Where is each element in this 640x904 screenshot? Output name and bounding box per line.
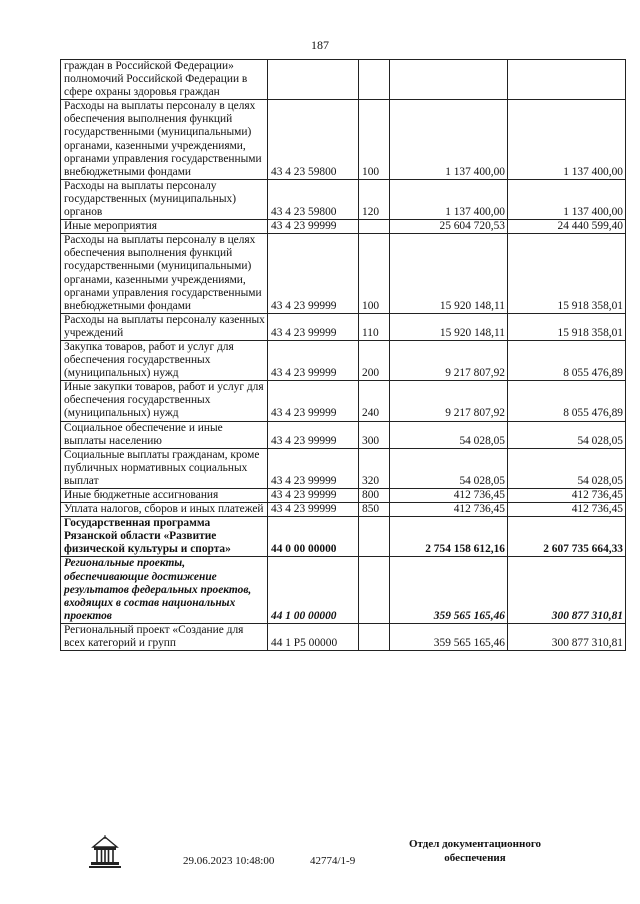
row-code-cell: 43 4 23 99999 <box>268 503 359 517</box>
row-amount-second-cell: 54 028,05 <box>508 448 626 488</box>
row-expense-type-cell <box>359 60 390 100</box>
row-amount-first-cell: 25 604 720,53 <box>390 220 508 234</box>
row-amount-first-cell: 2 754 158 612,16 <box>390 517 508 557</box>
row-name-cell: Региональный проект «Создание для всех категорий и групп <box>61 623 268 650</box>
table-row <box>61 448 626 488</box>
row-code-cell: 43 4 23 99999 <box>268 421 359 448</box>
row-amount-second-cell: 300 877 310,81 <box>508 623 626 650</box>
row-amount-second-cell <box>508 60 626 100</box>
row-code-cell: 44 1 00 00000 <box>268 557 359 623</box>
row-code-cell: 43 4 23 99999 <box>268 448 359 488</box>
row-expense-type-cell <box>359 220 390 234</box>
row-expense-type-cell: 800 <box>359 489 390 503</box>
row-name-cell: Иные закупки товаров, работ и услуг для обеспечения государственных (муниципальных) нужд <box>61 381 268 421</box>
row-expense-type-cell: 100 <box>359 100 390 180</box>
table-row <box>61 100 626 180</box>
table-row <box>61 557 626 623</box>
row-amount-first-cell <box>390 60 508 100</box>
table-row <box>61 623 626 650</box>
row-code-cell: 43 4 23 99999 <box>268 489 359 503</box>
row-amount-second-cell: 2 607 735 664,33 <box>508 517 626 557</box>
row-expense-type-cell: 320 <box>359 448 390 488</box>
row-expense-type-cell: 110 <box>359 313 390 340</box>
page-number: 187 <box>311 38 329 52</box>
row-code-cell <box>268 60 359 100</box>
row-amount-first-cell: 359 565 165,46 <box>390 557 508 623</box>
row-amount-second-cell: 8 055 476,89 <box>508 381 626 421</box>
table-row <box>61 234 626 314</box>
table-row <box>61 517 626 557</box>
row-amount-first-cell: 412 736,45 <box>390 503 508 517</box>
department-stamp <box>400 837 550 865</box>
table-row <box>61 503 626 517</box>
row-name-cell: Иные бюджетные ассигнования <box>61 489 268 503</box>
table-row <box>61 340 626 380</box>
row-expense-type-cell: 200 <box>359 340 390 380</box>
row-name-cell: Расходы на выплаты персоналу государственных (муниципальных) органов <box>61 179 268 219</box>
row-amount-first-cell: 9 217 807,92 <box>390 381 508 421</box>
row-amount-first-cell: 359 565 165,46 <box>390 623 508 650</box>
row-name-cell: Расходы на выплаты персоналу в целях обеспечения выполнения функций государственными (муниципальными) органами, казенными учреждениями, органами управления государственными внебюджетными фондами <box>61 100 268 180</box>
row-amount-second-cell: 1 137 400,00 <box>508 179 626 219</box>
duma-building-emblem-icon <box>86 835 124 873</box>
row-amount-second-cell: 8 055 476,89 <box>508 340 626 380</box>
row-code-cell: 43 4 23 59800 <box>268 179 359 219</box>
row-name-cell: Закупка товаров, работ и услуг для обеспечения государственных (муниципальных) нужд <box>61 340 268 380</box>
row-code-cell: 43 4 23 99999 <box>268 381 359 421</box>
row-code-cell: 43 4 23 99999 <box>268 313 359 340</box>
row-code-cell: 43 4 23 99999 <box>268 340 359 380</box>
row-amount-first-cell: 9 217 807,92 <box>390 340 508 380</box>
row-code-cell: 44 1 P5 00000 <box>268 623 359 650</box>
row-amount-first-cell: 54 028,05 <box>390 421 508 448</box>
row-name-cell: Расходы на выплаты персоналу в целях обеспечения выполнения функций государственными (муниципальными) органами, казенными учреждениями, органами управления государственными внебюджетными фондами <box>61 234 268 314</box>
row-expense-type-cell: 100 <box>359 234 390 314</box>
department-line-1: Отдел документационного <box>408 838 542 850</box>
row-name-cell: Иные мероприятия <box>61 220 268 234</box>
row-expense-type-cell <box>359 623 390 650</box>
budget-table <box>60 59 626 651</box>
row-name-cell: Государственная программа Рязанской области «Развитие физической культуры и спорта» <box>61 517 268 557</box>
row-code-cell: 43 4 23 99999 <box>268 220 359 234</box>
row-amount-second-cell: 412 736,45 <box>508 489 626 503</box>
row-amount-second-cell: 15 918 358,01 <box>508 234 626 314</box>
table-row <box>61 179 626 219</box>
row-amount-first-cell: 412 736,45 <box>390 489 508 503</box>
row-name-cell: граждан в Российской Федерации» полномочий Российской Федерации в сфере охраны здоровья граждан <box>61 60 268 100</box>
row-expense-type-cell <box>359 517 390 557</box>
row-code-cell: 43 4 23 59800 <box>268 100 359 180</box>
row-amount-second-cell: 54 028,05 <box>508 421 626 448</box>
row-amount-first-cell: 15 920 148,11 <box>390 313 508 340</box>
row-expense-type-cell: 120 <box>359 179 390 219</box>
row-name-cell: Региональные проекты, обеспечивающие достижение результатов федеральных проектов, входящих в состав национальных проектов <box>61 557 268 623</box>
row-amount-first-cell: 1 137 400,00 <box>390 100 508 180</box>
row-amount-second-cell: 15 918 358,01 <box>508 313 626 340</box>
row-amount-second-cell: 24 440 599,40 <box>508 220 626 234</box>
table-row <box>61 220 626 234</box>
row-code-cell: 44 0 00 00000 <box>268 517 359 557</box>
table-row <box>61 60 626 100</box>
row-expense-type-cell: 240 <box>359 381 390 421</box>
row-expense-type-cell <box>359 557 390 623</box>
row-name-cell: Социальные выплаты гражданам, кроме публичных нормативных социальных выплат <box>61 448 268 488</box>
row-name-cell: Социальное обеспечение и иные выплаты населению <box>61 421 268 448</box>
row-expense-type-cell: 300 <box>359 421 390 448</box>
table-row <box>61 381 626 421</box>
document-date: 29.06.2023 10:48:00 <box>183 855 275 867</box>
table-row <box>61 313 626 340</box>
row-amount-second-cell: 300 877 310,81 <box>508 557 626 623</box>
row-name-cell: Уплата налогов, сборов и иных платежей <box>61 503 268 517</box>
row-code-cell: 43 4 23 99999 <box>268 234 359 314</box>
row-name-cell: Расходы на выплаты персоналу казенных учреждений <box>61 313 268 340</box>
department-line-2: обеспечения <box>444 852 506 864</box>
budget-table-body <box>61 60 626 651</box>
table-row <box>61 421 626 448</box>
row-amount-first-cell: 54 028,05 <box>390 448 508 488</box>
row-amount-first-cell: 15 920 148,11 <box>390 234 508 314</box>
row-amount-second-cell: 412 736,45 <box>508 503 626 517</box>
row-expense-type-cell: 850 <box>359 503 390 517</box>
page-footer <box>0 835 640 895</box>
table-row <box>61 489 626 503</box>
row-amount-second-cell: 1 137 400,00 <box>508 100 626 180</box>
document-number: 42774/1-9 <box>310 855 356 867</box>
row-amount-first-cell: 1 137 400,00 <box>390 179 508 219</box>
